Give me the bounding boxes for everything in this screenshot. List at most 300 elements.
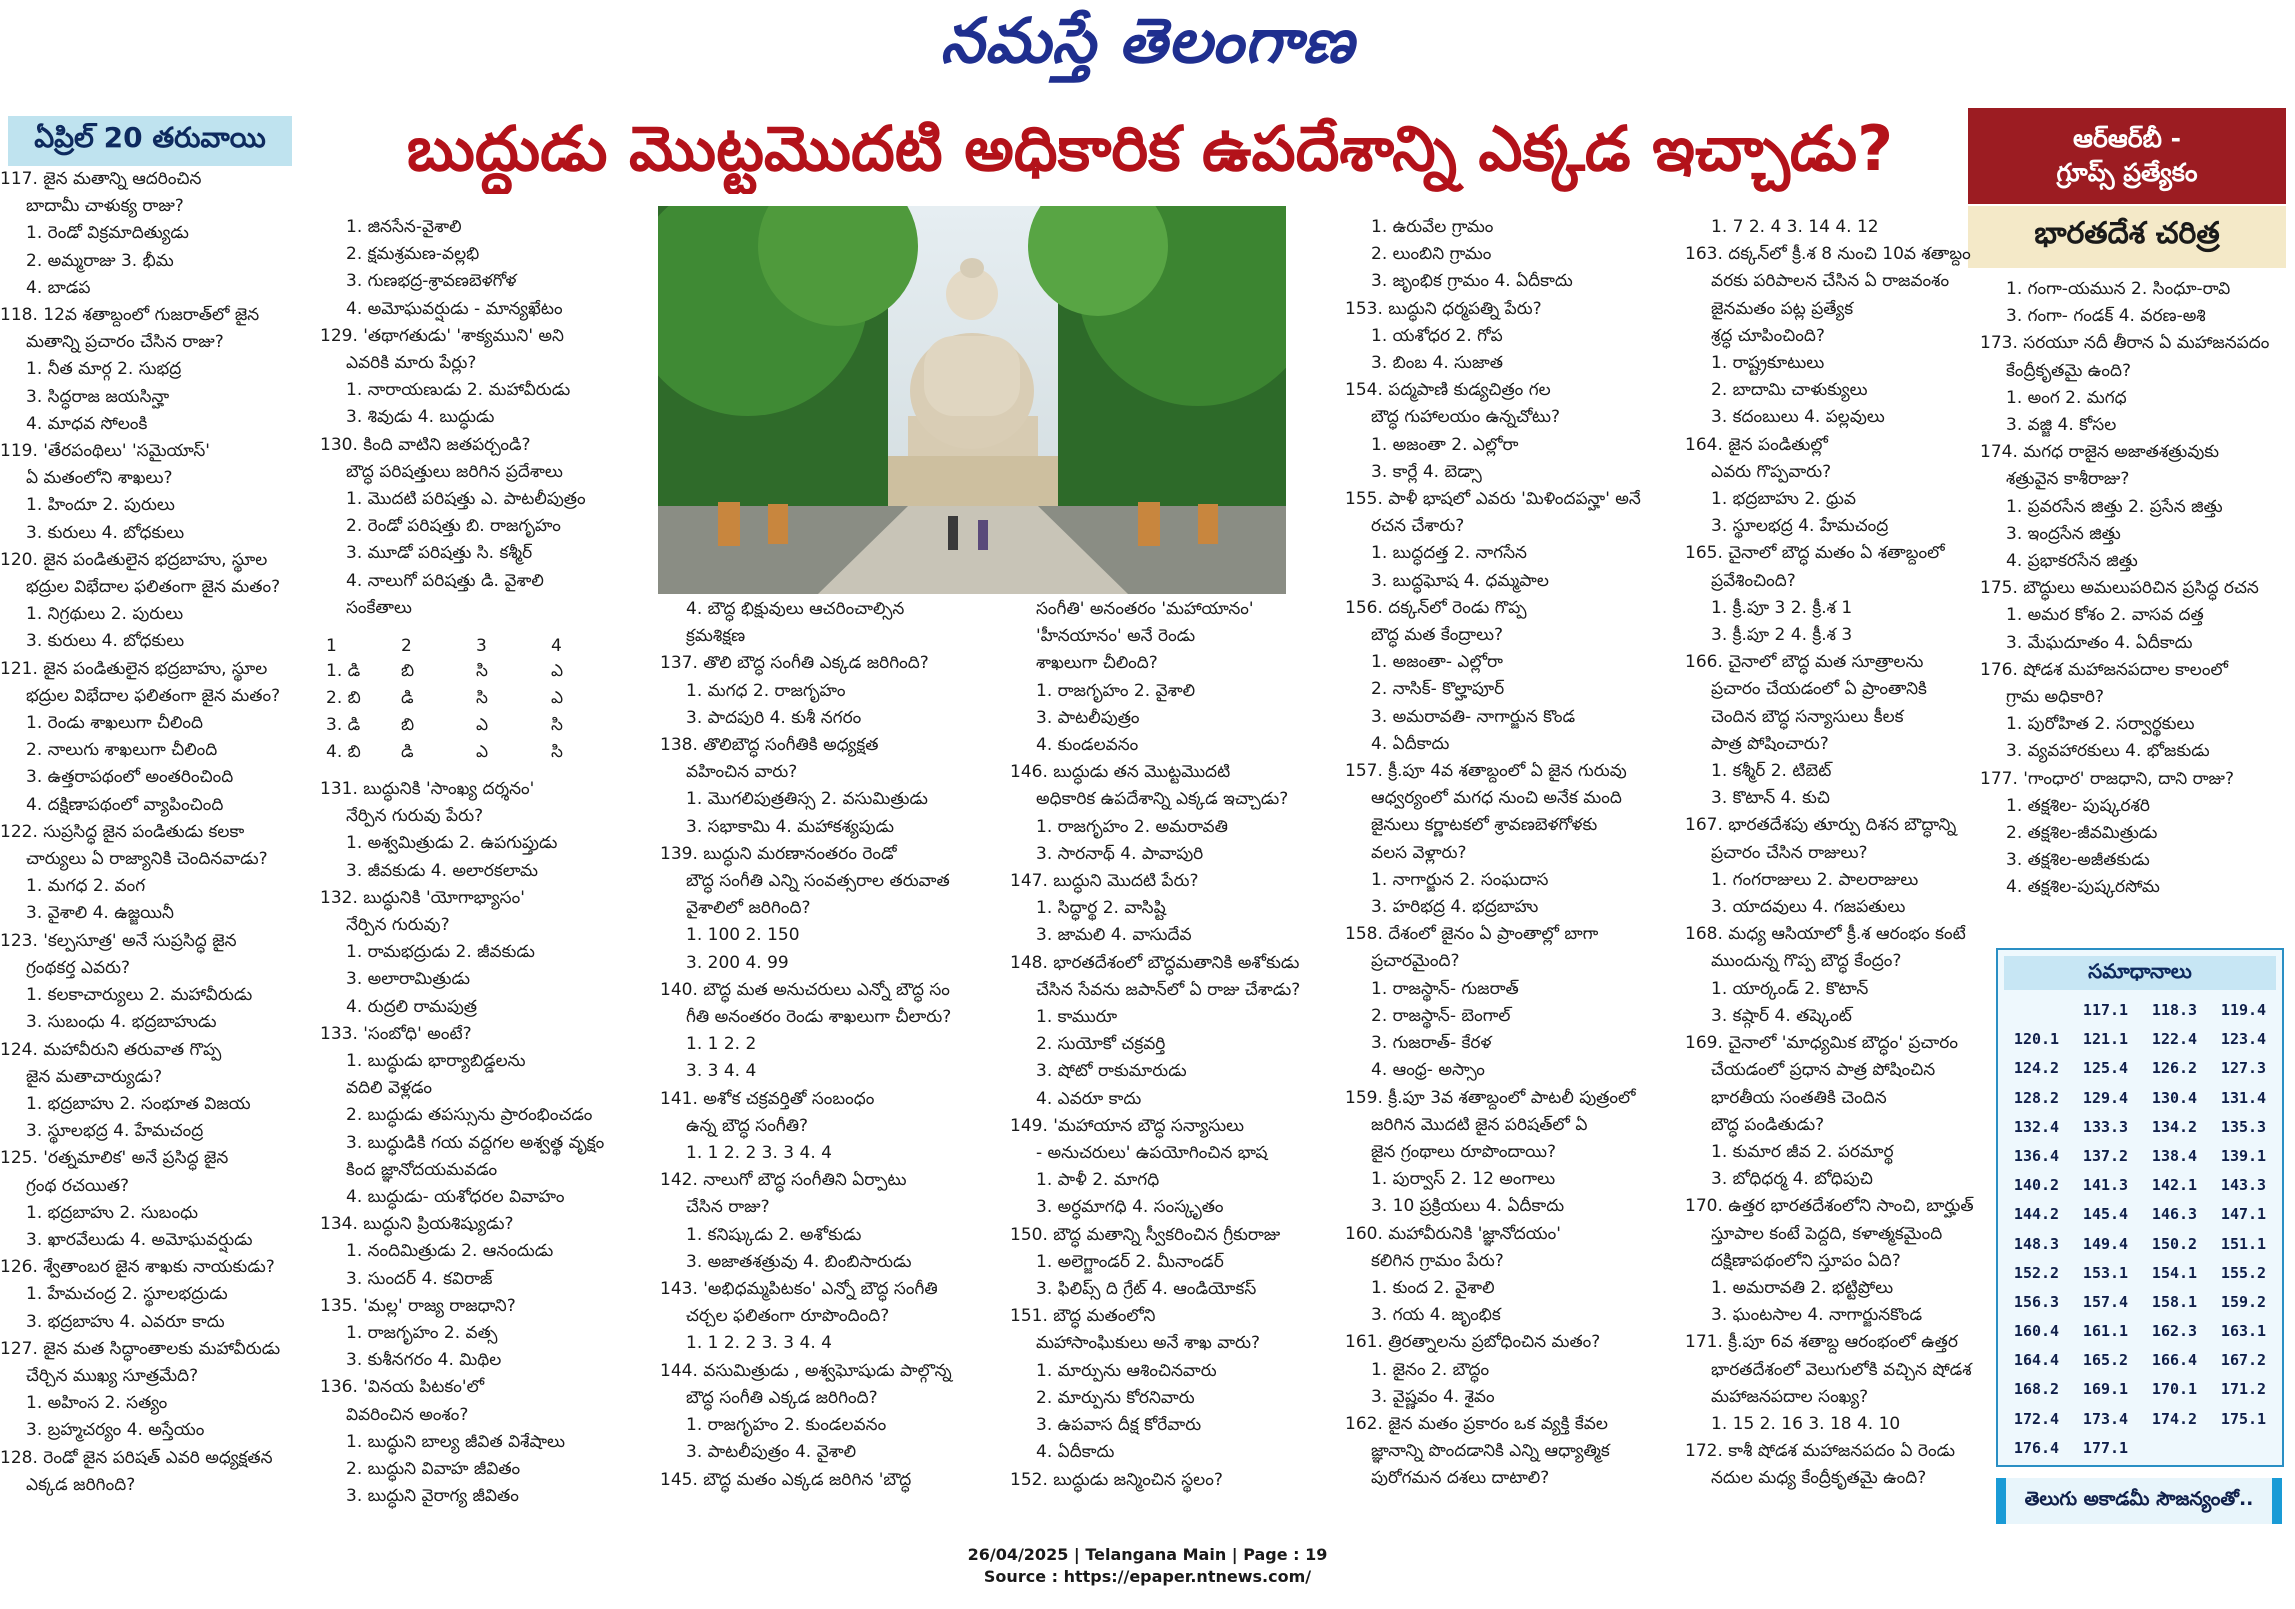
option-line: 3. సుందర్ 4. కవిరాజ్ bbox=[346, 1268, 493, 1289]
option-line: 3. 200 4. 99 bbox=[686, 952, 789, 973]
option-line: 1. భద్రబాహు 2. ధ్రువ bbox=[1711, 489, 1856, 510]
codes-cell: డి bbox=[401, 687, 414, 708]
option-line: 1. 100 2. 150 bbox=[686, 925, 800, 946]
question-line: 152. బుద్ధుడు జన్మించిన స్థలం? bbox=[1010, 1469, 1223, 1490]
option-line: 1. గంగా-యమున 2. సింధూ-రావి bbox=[2006, 279, 2231, 299]
option-line: 1. కలకాచార్యులు 2. మహావీరుడు bbox=[26, 985, 253, 1006]
codes-cell: సి bbox=[551, 741, 563, 762]
question-continuation: కేంద్రీకృతమై ఉంది? bbox=[2006, 360, 2131, 381]
answer-entry: 169.1 bbox=[2082, 1380, 2129, 1399]
option-line: 1. యార్కండ్ 2. కొటాన్ bbox=[1711, 978, 1869, 999]
question-line: 176. షోడశ మహాజనపదాల కాలంలో bbox=[1980, 659, 2228, 680]
codes-cell: బి bbox=[401, 660, 415, 681]
question-line: 119. 'తేరపంథిలు' 'సమైయాస్' bbox=[0, 441, 210, 462]
answer-entry: 157.4 bbox=[2082, 1292, 2129, 1311]
option-line: 3. హరిభద్ర 4. భద్రబాహు bbox=[1371, 897, 1539, 918]
option-line: 1. నిగ్రథులు 2. పురులు bbox=[26, 604, 184, 625]
question-line: 142. నాలుగో బౌద్ధ సంగీతిని ఏర్పాటు bbox=[660, 1170, 907, 1191]
question-line: 167. భారతదేశపు తూర్పు దిశన బౌద్ధాన్ని bbox=[1685, 815, 1957, 836]
answers-grid bbox=[1998, 996, 2282, 1463]
question-continuation: భారతదేశంలో వెలుగులోకి వచ్చిన షోడశ bbox=[1711, 1359, 1972, 1380]
option-line: 1. సిద్ధార్థ 2. వాసిష్టి bbox=[1036, 898, 1166, 919]
option-line: 4. తక్షశిల-పుష్కరసోమ bbox=[2006, 877, 2160, 898]
option-line: 2. నాలుగు శాఖలుగా చీలింది bbox=[26, 740, 218, 761]
answer-entry: 172.4 bbox=[2013, 1409, 2060, 1428]
answer-entry: 159.2 bbox=[2220, 1292, 2267, 1311]
question-line: 133. 'సంబోధి' అంటే? bbox=[320, 1023, 472, 1044]
option-line: 1. బుద్ధుడు భార్యాబిడ్డలను bbox=[346, 1051, 526, 1072]
question-continuation: ఎవరికి మారు పేర్లు? bbox=[346, 353, 477, 374]
matching-table bbox=[320, 632, 650, 767]
option-line: 3. పాదపురి 4. కుశీ నగరం bbox=[686, 707, 862, 728]
answer-entry: 143.3 bbox=[2220, 1176, 2267, 1195]
answer-entry: 166.4 bbox=[2151, 1351, 2198, 1370]
answer-entry bbox=[2002, 996, 2071, 1025]
option-line: 1. కుమార జీవ 2. పరమార్థ bbox=[1711, 1141, 1894, 1162]
codes-row bbox=[326, 659, 626, 686]
question-continuation: వహించిన వారు? bbox=[686, 762, 798, 783]
option-line: 3. అమరావతి- నాగార్జున కొండ bbox=[1371, 706, 1576, 727]
section-tag: ఏప్రిల్ 20 తరువాయి bbox=[8, 116, 292, 166]
question-continuation: బౌద్ధ గుహాలయం ఉన్నచోటు? bbox=[1371, 407, 1560, 428]
option-line: 2. బుద్ధుని వివాహ జీవితం bbox=[346, 1459, 521, 1480]
answer-entry: 147.1 bbox=[2220, 1205, 2267, 1224]
buddha-statue-image bbox=[658, 206, 1286, 594]
question-line: 120. జైన పండితులైన భద్రబాహు, స్థూల bbox=[0, 549, 268, 570]
question-line: 156. దక్కన్‌లో రెండు గొప్ప bbox=[1345, 597, 1527, 618]
question-continuation: 'హీనయానం' అనే రెండు bbox=[1036, 626, 1196, 647]
answer-entry: 164.4 bbox=[2013, 1351, 2060, 1370]
option-line: 1. అమరావతి 2. భట్టిప్రోలు bbox=[1711, 1277, 1894, 1298]
option-line: 1. పాళీ 2. మాగధి bbox=[1036, 1170, 1160, 1191]
question-line: 126. శ్వేతాంబర జైన శాఖకు నాయకుడు? bbox=[0, 1257, 275, 1278]
answer-entry: 132.4 bbox=[2013, 1117, 2060, 1136]
option-line: 4. దక్షిణాపథంలో వ్యాపించింది bbox=[26, 794, 224, 815]
answer-entry: 120.1 bbox=[2013, 1030, 2060, 1049]
question-line: 144. వసుమిత్రుడు , అశ్వఘోషుడు పాల్గొన్న bbox=[660, 1360, 952, 1381]
option-line: 1. రాజగృహం 2. కుండలవనం bbox=[686, 1415, 887, 1436]
question-continuation: వలస వెళ్లారు? bbox=[1371, 842, 1467, 863]
answer-entry: 155.2 bbox=[2220, 1263, 2267, 1282]
answer-entry: 170.1 bbox=[2151, 1380, 2198, 1399]
option-line: 1. క్రీ.పూ 3 2. క్రీ.శ 1 bbox=[1711, 597, 1853, 618]
option-line: 1. బుద్ధదత్త 2. నాగసేన bbox=[1371, 543, 1527, 564]
question-continuation: రచన చేశారు? bbox=[1371, 516, 1465, 537]
question-continuation: గ్రంథకర్త ఎవరు? bbox=[26, 957, 131, 978]
question-continuation: గ్రంథ రచయిత? bbox=[26, 1175, 130, 1196]
option-line: 3. అర్ధమాగధి 4. సంస్కృతం bbox=[1036, 1197, 1224, 1218]
option-line: 2. నాసిక్- కొల్హాపూర్ bbox=[1371, 679, 1505, 700]
answers-title: సమాధానాలు bbox=[2004, 956, 2276, 990]
question-line: 161. త్రిరత్నాలను ప్రబోధించిన మతం? bbox=[1345, 1332, 1601, 1353]
answer-entry: 125.4 bbox=[2082, 1059, 2129, 1078]
answer-entry: 160.4 bbox=[2013, 1322, 2060, 1341]
option-line: 1. రాష్ట్రకూటులు bbox=[1711, 353, 1825, 374]
question-line: 128. రెండో జైన పరిషత్ ఎవరి అధ్యక్షతన bbox=[0, 1447, 273, 1468]
option-line: 1. పుర్వాస్ 2. 12 అంగాలు bbox=[1371, 1169, 1556, 1190]
option-line: 1. అజంతా- ఎల్లోరా bbox=[1371, 652, 1503, 673]
codes-row bbox=[326, 686, 626, 713]
codes-cell: 1. డి bbox=[326, 660, 361, 681]
answer-entry: 149.4 bbox=[2082, 1234, 2129, 1253]
question-continuation: చేసిన సేవను జపాన్‌లో ఏ రాజు చేశాడు? bbox=[1036, 979, 1301, 1000]
option-line: 1. రాజస్థాన్- గుజరాత్ bbox=[1371, 978, 1519, 999]
question-line: 132. బుద్ధునికి 'యోగాభ్యాసం' bbox=[320, 887, 525, 908]
question-line: 117. జైన మతాన్ని ఆదరించిన bbox=[0, 169, 202, 189]
question-continuation: కింద జ్ఞానోదయమవడం bbox=[346, 1159, 498, 1180]
column-5 bbox=[1345, 214, 1675, 1493]
answer-entry: 139.1 bbox=[2220, 1146, 2267, 1165]
question-line: 130. కింది వాటిని జతపర్చండి? bbox=[320, 434, 531, 455]
option-line: 3. క్రీ.పూ 2 4. క్రీ.శ 3 bbox=[1711, 625, 1853, 646]
option-line: 1. కుంద 2. వైశాలి bbox=[1371, 1277, 1495, 1298]
answer-entry: 163.1 bbox=[2220, 1322, 2267, 1341]
option-line: 1. 1 2. 2 bbox=[686, 1034, 757, 1055]
option-line: 3. ఖారవేలుడు 4. అమోఘవర్షుడు bbox=[26, 1229, 253, 1250]
option-line: 3. బ్రహ్మచర్యం 4. అస్తేయం bbox=[26, 1420, 205, 1441]
question-continuation: ప్రచారం చేసిన రాజులు? bbox=[1711, 842, 1868, 863]
answer-entry: 123.4 bbox=[2220, 1030, 2267, 1049]
option-line: 2. రెండో పరిషత్తు బి. రాజగృహం bbox=[346, 516, 561, 537]
option-line: 1. అహింస 2. సత్యం bbox=[26, 1393, 168, 1414]
question-line: 136. 'వినయ పిటకం'లో bbox=[320, 1377, 485, 1398]
question-continuation: సంగీతి' అనంతరం 'మహాయానం' bbox=[1036, 599, 1254, 619]
option-line: 3. బుద్ధుడికి గయ వద్దగల అశ్వత్థ వృక్షం bbox=[346, 1132, 605, 1153]
option-line: 1. నాగార్జున 2. సంఘదాస bbox=[1371, 869, 1549, 890]
subject-label: భారతదేశ చరిత్ర bbox=[1968, 206, 2286, 268]
answer-entry: 146.3 bbox=[2151, 1205, 2198, 1224]
option-line: 1. రాజగృహం 2. వైశాలి bbox=[1036, 680, 1196, 701]
option-line: 3. కార్లే 4. బెడ్సా bbox=[1371, 461, 1482, 482]
codes-row bbox=[326, 713, 626, 740]
question-line: 139. బుద్ధుని మరణానంతరం రెండో bbox=[660, 843, 897, 864]
question-line: 127. జైన మత సిద్ధాంతాలకు మహావీరుడు bbox=[0, 1338, 281, 1359]
question-line: 170. ఉత్తర భారతదేశంలోని సాంచి, బార్హుత్ bbox=[1685, 1196, 1974, 1217]
page-footer bbox=[0, 1544, 2295, 1588]
option-line: 3. మూడో పరిషత్తు సి. కశ్మీర్ bbox=[346, 543, 533, 564]
column-4 bbox=[1010, 596, 1340, 1494]
question-line: 125. 'రత్నమాలిక' అనే ప్రసిద్ధ జైన bbox=[0, 1148, 229, 1169]
option-line: 4. ఆంధ్ర- అస్సాం bbox=[1371, 1060, 1485, 1081]
option-line: 4. బుద్ధుడు- యశోధరల వివాహం bbox=[346, 1187, 565, 1208]
answer-entry: 142.1 bbox=[2151, 1176, 2198, 1195]
column-3 bbox=[660, 596, 990, 1494]
question-continuation: ఆధ్వర్యంలో మగధ నుంచి అనేక మంది bbox=[1371, 788, 1622, 809]
option-line: 4. బాడప bbox=[26, 277, 91, 298]
question-continuation: గీతి అనంతరం రెండు శాఖలుగా చీలారు? bbox=[686, 1007, 952, 1028]
option-line: 1. మొగలిపుత్రతిస్స 2. వసుమిత్రుడు bbox=[686, 789, 928, 810]
question-line: 124. మహావీరుని తరువాత గొప్ప bbox=[0, 1039, 222, 1060]
codes-cell: 1 bbox=[326, 635, 337, 656]
answer-entry: 129.4 bbox=[2082, 1088, 2129, 1107]
answer-entry: 168.2 bbox=[2013, 1380, 2060, 1399]
option-line: 4. ఏదీకాదు bbox=[1371, 733, 1450, 754]
question-line: 146. బుద్ధుడు తన మొట్టమొదటి bbox=[1010, 762, 1231, 783]
question-continuation: జైనులు కర్ణాటకలో శ్రావణబెళగోళకు bbox=[1371, 815, 1598, 836]
question-continuation: చార్యులు ఏ రాజ్యానికి చెందినవాడు? bbox=[26, 849, 268, 870]
option-line: 1. అమర కోశం 2. వాసవ దత్త bbox=[2006, 605, 2204, 626]
footer-source: Source : https://epaper.ntnews.com/ bbox=[983, 1567, 1312, 1586]
option-line: 1. మార్పును ఆశించినవారు bbox=[1036, 1360, 1217, 1381]
option-line: 3. ఘంటసాల 4. నాగార్జునకొండ bbox=[1711, 1305, 1923, 1326]
option-line: 1. ఉరువేల గ్రామం bbox=[1371, 217, 1494, 237]
answer-entry: 175.1 bbox=[2220, 1409, 2267, 1428]
option-line: 1. అలెగ్జాండర్ 2. మీనాండర్ bbox=[1036, 1251, 1224, 1272]
option-line: 1. అంగ 2. మగధ bbox=[2006, 387, 2127, 408]
option-line: 3. షోటో రాకుమారుడు bbox=[1036, 1061, 1187, 1082]
option-line: 3. కదంబులు 4. పల్లవులు bbox=[1711, 407, 1885, 428]
codes-cell: బి bbox=[401, 714, 415, 735]
answer-entry: 144.2 bbox=[2013, 1205, 2060, 1224]
answer-entry: 177.1 bbox=[2082, 1438, 2129, 1457]
option-line: 1. పురోహిత 2. సర్వార్థకులు bbox=[2006, 714, 2195, 735]
question-line: 164. జైన పండితుల్లో bbox=[1685, 434, 1828, 455]
question-line: 151. బౌద్ధ మతంలోని bbox=[1010, 1306, 1156, 1327]
option-line: 2. రాజస్థాన్- బెంగాల్ bbox=[1371, 1005, 1511, 1026]
question-line: 159. క్రీ.పూ 3వ శతాబ్దంలో పాటలీ పుత్రంలో bbox=[1345, 1087, 1636, 1108]
option-line: 1. బుద్ధుని బాల్య జీవిత విశేషాలు bbox=[346, 1431, 565, 1452]
question-continuation: ప్రచారమైంది? bbox=[1371, 951, 1460, 972]
codes-row bbox=[326, 740, 626, 767]
option-line: 1. అజంతా 2. ఎల్లోరా bbox=[1371, 434, 1519, 455]
option-line: 1. యశోధర 2. గోప bbox=[1371, 325, 1503, 346]
question-continuation: సంకేతాలు bbox=[346, 597, 412, 618]
option-line: 3. సుబంధు 4. భద్రబాహుడు bbox=[26, 1012, 217, 1033]
option-line: 3. కురులు 4. బోధకులు bbox=[26, 522, 185, 543]
codes-cell: ఎ bbox=[551, 687, 564, 708]
question-continuation: ముందున్న గొప్ప బౌద్ధ కేంద్రం? bbox=[1711, 951, 1902, 972]
question-continuation: పురోగమన దశలు దాటాలి? bbox=[1371, 1468, 1550, 1489]
option-line: 1. రామభద్రుడు 2. జీవకుడు bbox=[346, 942, 535, 963]
option-line: 2. సుయోకో చక్రవర్తి bbox=[1036, 1034, 1166, 1055]
codes-cell: సి bbox=[551, 714, 563, 735]
answer-entry: 161.1 bbox=[2082, 1322, 2129, 1341]
option-line: 4. ప్రభాకరసేన జిత్తు bbox=[2006, 551, 2138, 572]
option-line: 3. వజ్జి 4. కోసల bbox=[2006, 415, 2117, 436]
answer-entry bbox=[2140, 1434, 2209, 1463]
option-line: 1. 15 2. 16 3. 18 4. 10 bbox=[1711, 1413, 1901, 1434]
codes-cell: సి bbox=[476, 660, 488, 681]
option-line: 1. 1 2. 2 3. 3 4. 4 bbox=[686, 1143, 832, 1164]
option-line: 4. మాధవ సోలంకి bbox=[26, 413, 148, 434]
answer-entry: 121.1 bbox=[2082, 1030, 2129, 1049]
answer-entry: 140.2 bbox=[2013, 1176, 2060, 1195]
option-line: 2. క్షమశ్రమణ-వల్లభి bbox=[346, 244, 480, 265]
option-line: 3. మేఘదూతం 4. ఏదీకాదు bbox=[2006, 632, 2193, 653]
question-line: 147. బుద్ధుని మొదటి పేరు? bbox=[1010, 871, 1199, 892]
option-line: 4. అమోఘవర్షుడు - మాన్యఖేటం bbox=[346, 298, 563, 319]
option-line: 3. స్థూలభద్ర 4. హేమచంద్ర bbox=[1711, 516, 1889, 537]
option-line: 2. అమ్మరాజు 3. భీమ bbox=[26, 250, 174, 271]
option-line: 1. నందిమిత్రుడు 2. ఆనందుడు bbox=[346, 1241, 554, 1262]
question-continuation: ఎక్కడ జరిగింది? bbox=[26, 1474, 136, 1495]
option-line: 3. భద్రబాహు 4. ఎవరూ కాదు bbox=[26, 1311, 225, 1332]
codes-cell: 4. బి bbox=[326, 741, 361, 762]
option-line: 3. పాటలీపుత్రం 4. వైశాలి bbox=[686, 1442, 857, 1463]
question-continuation: శత్రువైన కాశీరాజు? bbox=[2006, 469, 2130, 490]
buddha-statue-photo bbox=[658, 206, 1286, 594]
answer-entry: 150.2 bbox=[2151, 1234, 2198, 1253]
option-line: 1. 7 2. 4 3. 14 4. 12 bbox=[1711, 217, 1879, 237]
option-line: 3. కురులు 4. బోధకులు bbox=[26, 631, 185, 652]
question-continuation: వదిలి వెళ్లడం bbox=[346, 1078, 432, 1099]
codes-cell: ఎ bbox=[551, 660, 564, 681]
question-line: 129. 'తథాగతుడు' 'శాక్యముని' అని bbox=[320, 325, 564, 346]
option-line: 4. బౌద్ధ భిక్షువులు ఆచరించాల్సిన bbox=[686, 599, 905, 619]
question-line: 143. 'అభిధమ్మపిటకం' ఎన్నో బౌద్ధ సంగీతి bbox=[660, 1279, 938, 1300]
option-line: 3. అజాతశత్రువు 4. బింబిసారుడు bbox=[686, 1251, 912, 1272]
option-line: 3. గంగా- గండక్ 4. వరణ-అశి bbox=[2006, 306, 2206, 327]
answer-entry: 153.1 bbox=[2082, 1263, 2129, 1282]
codes-cell: డి bbox=[401, 741, 414, 762]
question-line: 173. సరయూ నదీ తీరాన ఏ మహాజనపదం bbox=[1980, 333, 2270, 354]
option-line: 3. పాటలీపుత్రం bbox=[1036, 707, 1140, 728]
option-line: 1. హేమచంద్ర 2. స్థూలభద్రుడు bbox=[26, 1284, 228, 1305]
codes-row bbox=[326, 632, 626, 659]
question-continuation: భద్రుల విభేదాల ఫలితంగా జైన మతం? bbox=[26, 577, 281, 598]
option-line: 3. కొటాన్ 4. కుచి bbox=[1711, 788, 1830, 809]
option-line: 1. కామురూ bbox=[1036, 1007, 1118, 1028]
column-6 bbox=[1685, 214, 1975, 1493]
question-line: 123. 'కల్పసూత్ర' అనే సుప్రసిద్ధ జైన bbox=[0, 930, 237, 951]
option-line: 1. అశ్వమిత్రుడు 2. ఉపగుప్తుడు bbox=[346, 833, 558, 854]
question-line: 138. తొలిబౌద్ధ సంగీతికి అధ్యక్షత bbox=[660, 735, 879, 756]
page-headline: బుద్ధుడు మొట్టమొదటి అధికారిక ఉపదేశాన్ని ఎక్కడ ఇచ్చాడు? bbox=[406, 112, 1894, 185]
question-continuation: పాత్ర పోషించారు? bbox=[1711, 733, 1829, 754]
answer-entry: 118.3 bbox=[2151, 1001, 2198, 1019]
option-line: 1. మగధ 2. రాజగృహం bbox=[686, 680, 846, 701]
question-continuation: ప్రచారం చేయడంలో ఏ ప్రాంతానికి bbox=[1711, 679, 1927, 700]
option-line: 3. వైశాలి 4. ఉజ్జయినీ bbox=[26, 903, 174, 924]
answer-entry: 131.4 bbox=[2220, 1088, 2267, 1107]
question-continuation: స్తూపాల కంటే పెద్దది, కళాత్మకమైంది bbox=[1711, 1223, 1943, 1244]
option-line: 3. గుణభద్ర-శ్రావణబెళగోళ bbox=[346, 271, 517, 292]
question-continuation: వివరించిన అంశం? bbox=[346, 1404, 469, 1425]
option-line: 3. కుశీనగరం 4. మిథిల bbox=[346, 1350, 502, 1371]
question-continuation: మహాజనపదాల సంఖ్య? bbox=[1711, 1386, 1869, 1407]
option-line: 3. జృంభిక గ్రామం 4. ఏదీకాదు bbox=[1371, 271, 1573, 292]
question-continuation: బౌద్ధ సంగీతి ఎన్ని సంవత్సరాల తరువాత bbox=[686, 871, 950, 892]
answer-entry: 137.2 bbox=[2082, 1146, 2129, 1165]
question-line: 163. దక్కన్‌లో క్రీ.శ 8 నుంచి 10వ శతాబ్దం bbox=[1685, 244, 1971, 265]
answer-entry: 176.4 bbox=[2013, 1438, 2060, 1457]
question-continuation: భద్రుల విభేదాల ఫలితంగా జైన మతం? bbox=[26, 685, 281, 706]
question-line: 169. చైనాలో 'మాధ్యమిక బౌద్ధం' ప్రచారం bbox=[1685, 1033, 1958, 1054]
question-continuation: బౌద్ధ సంగీతి ఎక్కడ జరిగింది? bbox=[686, 1387, 878, 1408]
question-continuation: మహాసాంఘికులు అనే శాఖ వారు? bbox=[1036, 1333, 1261, 1354]
question-continuation: దక్షిణాపథంలోని స్తూపం ఏది? bbox=[1711, 1250, 1901, 1271]
courtesy-note: తెలుగు అకాడమీ సౌజన్యంతో.. bbox=[1996, 1478, 2282, 1524]
question-continuation: వైశాలిలో జరిగింది? bbox=[686, 898, 811, 919]
codes-cell: 3. డి bbox=[326, 714, 361, 735]
question-continuation: ప్రవేశించింది? bbox=[1711, 570, 1796, 591]
question-continuation: బౌద్ధ మత కేంద్రాలు? bbox=[1371, 625, 1504, 646]
option-line: 3. 3 4. 4 bbox=[686, 1061, 757, 1082]
question-line: 177. 'గాంధార' రాజధాని, దాని రాజు? bbox=[1980, 768, 2235, 789]
question-continuation: గ్రామ అధికారి? bbox=[2006, 687, 2104, 708]
answer-entry: 126.2 bbox=[2151, 1059, 2198, 1078]
question-line: 134. బుద్ధుని ప్రియశిష్యుడు? bbox=[320, 1214, 514, 1235]
answer-entry: 171.2 bbox=[2220, 1380, 2267, 1399]
option-line: 3. సారనాథ్ 4. పావాపురి bbox=[1036, 843, 1204, 864]
codes-cell: సి bbox=[476, 687, 488, 708]
option-line: 2. తక్షశిల-జీవమిత్రుడు bbox=[2006, 823, 2158, 844]
option-line: 2. బాదామి చాళుక్యులు bbox=[1711, 380, 1868, 401]
option-line: 3. జామలి 4. వాసుదేవ bbox=[1036, 925, 1192, 946]
question-continuation: చర్చల ఫలితంగా రూపొందింది? bbox=[686, 1306, 890, 1327]
option-line: 3. బింబ 4. సుజాత bbox=[1371, 353, 1503, 374]
question-line: 140. బౌద్ధ మత అనుచరులు ఎన్నో బౌద్ధ సం bbox=[660, 979, 950, 1000]
question-line: 166. చైనాలో బౌద్ధ మత సూత్రాలను bbox=[1685, 652, 1924, 673]
question-continuation: ఏ మతంలోని శాఖలు? bbox=[26, 468, 173, 489]
question-line: 148. భారతదేశంలో బౌద్ధమతానికి అశోకుడు bbox=[1010, 952, 1300, 973]
question-continuation: నదుల మధ్య కేంద్రీకృతమై ఉంది? bbox=[1711, 1468, 1927, 1489]
option-line: 3. గయ 4. జృంభిక bbox=[1371, 1305, 1501, 1326]
option-line: 3. బోధిధర్మ 4. బోధిపుచి bbox=[1711, 1169, 1873, 1190]
answer-entry: 167.2 bbox=[2220, 1351, 2267, 1370]
question-line: 131. బుద్ధునికి 'సాంఖ్య దర్శనం' bbox=[320, 779, 535, 799]
option-line: 3. శివుడు 4. బుద్ధుడు bbox=[346, 407, 495, 428]
question-line: 121. జైన పండితులైన భద్రబాహు, స్థూల bbox=[0, 658, 268, 679]
option-line: 1. రెండు శాఖలుగా చీలింది bbox=[26, 713, 203, 734]
option-line: 2. మార్పును కోరనివారు bbox=[1036, 1387, 1195, 1408]
answers-box bbox=[1996, 948, 2284, 1467]
option-line: 1. జినసేన-వైశాలి bbox=[346, 217, 462, 237]
question-continuation: జరిగిన మొదటి జైన పరిషత్‌లో ఏ bbox=[1371, 1114, 1588, 1135]
answer-entry: 138.4 bbox=[2151, 1146, 2198, 1165]
question-line: 141. అశోక చక్రవర్తితో సంబంధం bbox=[660, 1088, 875, 1109]
codes-cell: 4 bbox=[551, 635, 562, 656]
option-line: 3. ఉత్తరాపథంలో అంతరించింది bbox=[26, 767, 234, 788]
option-line: 1. భద్రబాహు 2. సంభూత విజయ bbox=[26, 1093, 251, 1114]
question-continuation: శ్రద్ధ చూపించింది? bbox=[1711, 325, 1825, 346]
option-line: 3. కష్గార్ 4. తష్కెంట్ bbox=[1711, 1005, 1852, 1026]
answer-entry: 156.3 bbox=[2013, 1292, 2060, 1311]
option-line: 4. ఏదీకాదు bbox=[1036, 1442, 1115, 1463]
answer-entry: 141.3 bbox=[2082, 1176, 2129, 1195]
answer-entry: 135.3 bbox=[2220, 1117, 2267, 1136]
question-line: 162. జైన మతం ప్రకారం ఒక వ్యక్తి కేవల bbox=[1345, 1413, 1608, 1434]
option-line: 1. భద్రబాహు 2. సుబంధు bbox=[26, 1202, 199, 1223]
option-line: 1. మొదటి పరిషత్తు ఎ. పాటలీపుత్రం bbox=[346, 489, 586, 510]
option-line: 1. జైనం 2. బౌద్ధం bbox=[1371, 1359, 1490, 1380]
answer-entry: 133.3 bbox=[2082, 1117, 2129, 1136]
option-line: 4. రుద్రలి రామపుత్ర bbox=[346, 996, 478, 1017]
answer-entry: 173.4 bbox=[2082, 1409, 2129, 1428]
option-line: 1. నారాయణుడు 2. మహావీరుడు bbox=[346, 380, 571, 401]
option-line: 1. రాజగృహం 2. వత్స bbox=[346, 1323, 498, 1344]
option-line: 3. ఫిలిప్స్ ది గ్రేట్ 4. ఆండియోకస్ bbox=[1036, 1279, 1257, 1300]
question-line: 168. మధ్య ఆసియాలో క్రీ.శ ఆరంభం కంటే bbox=[1685, 924, 1966, 945]
rrb-groups-badge bbox=[1968, 108, 2286, 204]
question-continuation: జైన మతాచార్యుడు? bbox=[26, 1066, 163, 1087]
option-line: 3. తక్షశిల-అజీతకుడు bbox=[2006, 850, 2150, 871]
option-line: 3. అలారామిత్రుడు bbox=[346, 969, 470, 990]
option-line: 3. స్థూలభద్ర 4. హేమచంద్ర bbox=[26, 1121, 204, 1142]
question-line: 137. తొలి బౌద్ధ సంగీతి ఎక్కడ జరిగింది? bbox=[660, 653, 929, 674]
answer-entry: 127.3 bbox=[2220, 1059, 2267, 1078]
question-line: 157. క్రీ.పూ 4వ శతాబ్దంలో ఏ జైన గురువు bbox=[1345, 761, 1627, 782]
option-line: 3. వైష్ణవం 4. శైవం bbox=[1371, 1386, 1495, 1407]
option-line: 1. మగధ 2. వంగ bbox=[26, 876, 146, 897]
answer-entry bbox=[2209, 1434, 2278, 1463]
answer-entry: 128.2 bbox=[2013, 1088, 2060, 1107]
codes-cell: 3 bbox=[476, 635, 487, 656]
question-continuation: నేర్పిన గురువు? bbox=[346, 915, 450, 936]
question-continuation: అధికారిక ఉపదేశాన్ని ఎక్కడ ఇచ్చాడు? bbox=[1036, 789, 1289, 810]
codes-table bbox=[326, 632, 626, 767]
question-continuation: బాదామీ చాళుక్య రాజు? bbox=[26, 196, 184, 217]
